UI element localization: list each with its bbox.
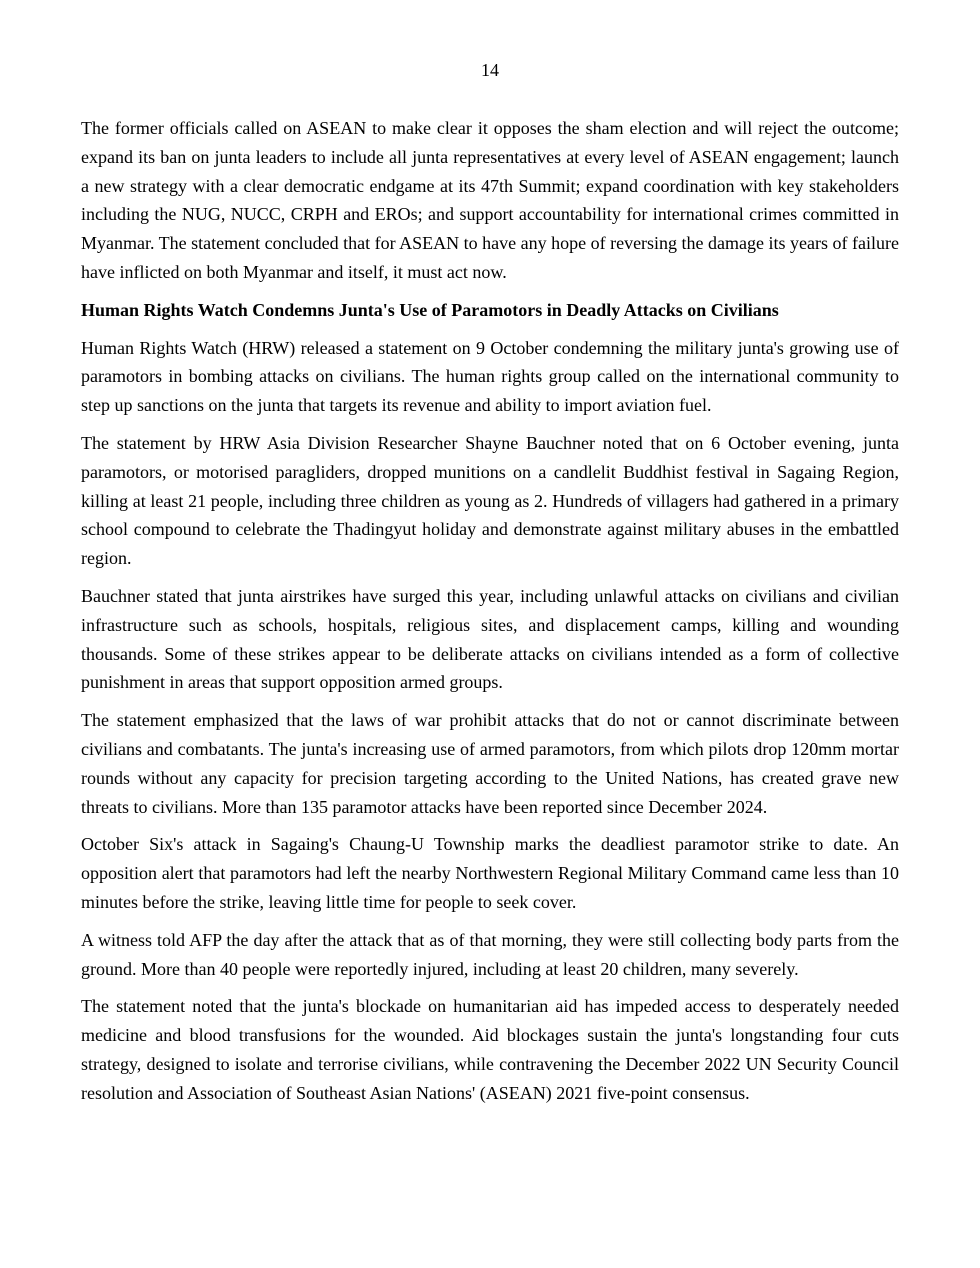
paragraph-hrw-statement: Human Rights Watch (HRW) released a statement on 9 October condemning the military junta's growing use of paramotors in bombing attacks on civilians. The human rights group called on the international community to step up sanctions on the junta that targets its revenue and ability to import aviation fuel.	[81, 337, 899, 416]
paragraph-deadliest-strike: October Six's attack in Sagaing's Chaung-U Township marks the deadliest paramotor strike to date. An opposition alert that paramotors had left the nearby Northwestern Regional Military Command came less than 10 minutes before the strike, leaving little time for people to seek cover.	[81, 834, 899, 912]
paragraph-witness-account: A witness told AFP the day after the attack that as of that morning, they were still collecting body parts from the ground. More than 40 people were reportedly injured, including at least 20 children, many severely.	[81, 929, 899, 979]
paragraph-laws-of-war: The statement emphasized that the laws of war prohibit attacks that do not or cannot discriminate between civilians and combatants. The junta's increasing use of armed paramotors, from which pilots drop 120mm mortar rounds without any capacity for precision targeting according to the United Nations, has created grave new threats to civilians. More than 135 paramotor attacks have been reported since December 2024.	[81, 710, 899, 817]
paragraph-asean-demands: The former officials called on ASEAN to make clear it opposes the sham election and will reject the outcome; expand its ban on junta leaders to include all junta representatives at every level of ASEAN engagement; launch a new strategy with a clear democratic endgame at its 47th Summit; expand coordination with key stakeholders including the NUG, NUCC, CRPH and EROs; and support accountability for international crimes committed in Myanmar. The statement concluded that for ASEAN to have any hope of reversing the damage its years of failure have inflicted on both Myanmar and itself, it must act now.	[81, 118, 899, 282]
paragraph-airstrikes-surge: Bauchner stated that junta airstrikes have surged this year, including unlawful attacks on civilians and civilian infrastructure such as schools, hospitals, religious sites, and displacement camps, killing and wounding thousands. Some of these strikes appear to be deliberate attacks on civilians intended as a form of collective punishment in areas that support opposition armed groups.	[81, 585, 899, 693]
page-number: 14	[481, 60, 499, 80]
paragraph-aid-blockade: The statement noted that the junta's blockade on humanitarian aid has impeded access to desperately needed medicine and blood transfusions for the wounded. Aid blockages sustain the junta's longstanding four cuts strategy, designed to isolate and terrorise civilians, while contravening the December 2022 UN Security Council resolution and Association of Southeast Asian Nations' (ASEAN) 2021 five-point consensus.	[81, 996, 899, 1103]
document-body	[81, 114, 899, 1117]
section-heading: Human Rights Watch Condemns Junta's Use of Paramotors in Deadly Attacks on Civilians	[81, 299, 779, 320]
paragraph-festival-attack: The statement by HRW Asia Division Researcher Shayne Bauchner noted that on 6 October evening, junta paramotors, or motorised paragliders, dropped munitions on a candlelit Buddhist festival in Sagaing Region, killing at least 21 people, including three children as young as 2. Hundreds of villagers had gathered in a primary school compound to celebrate the Thadingyut holiday and demonstrate against military abuses in the embattled region.	[81, 432, 899, 569]
